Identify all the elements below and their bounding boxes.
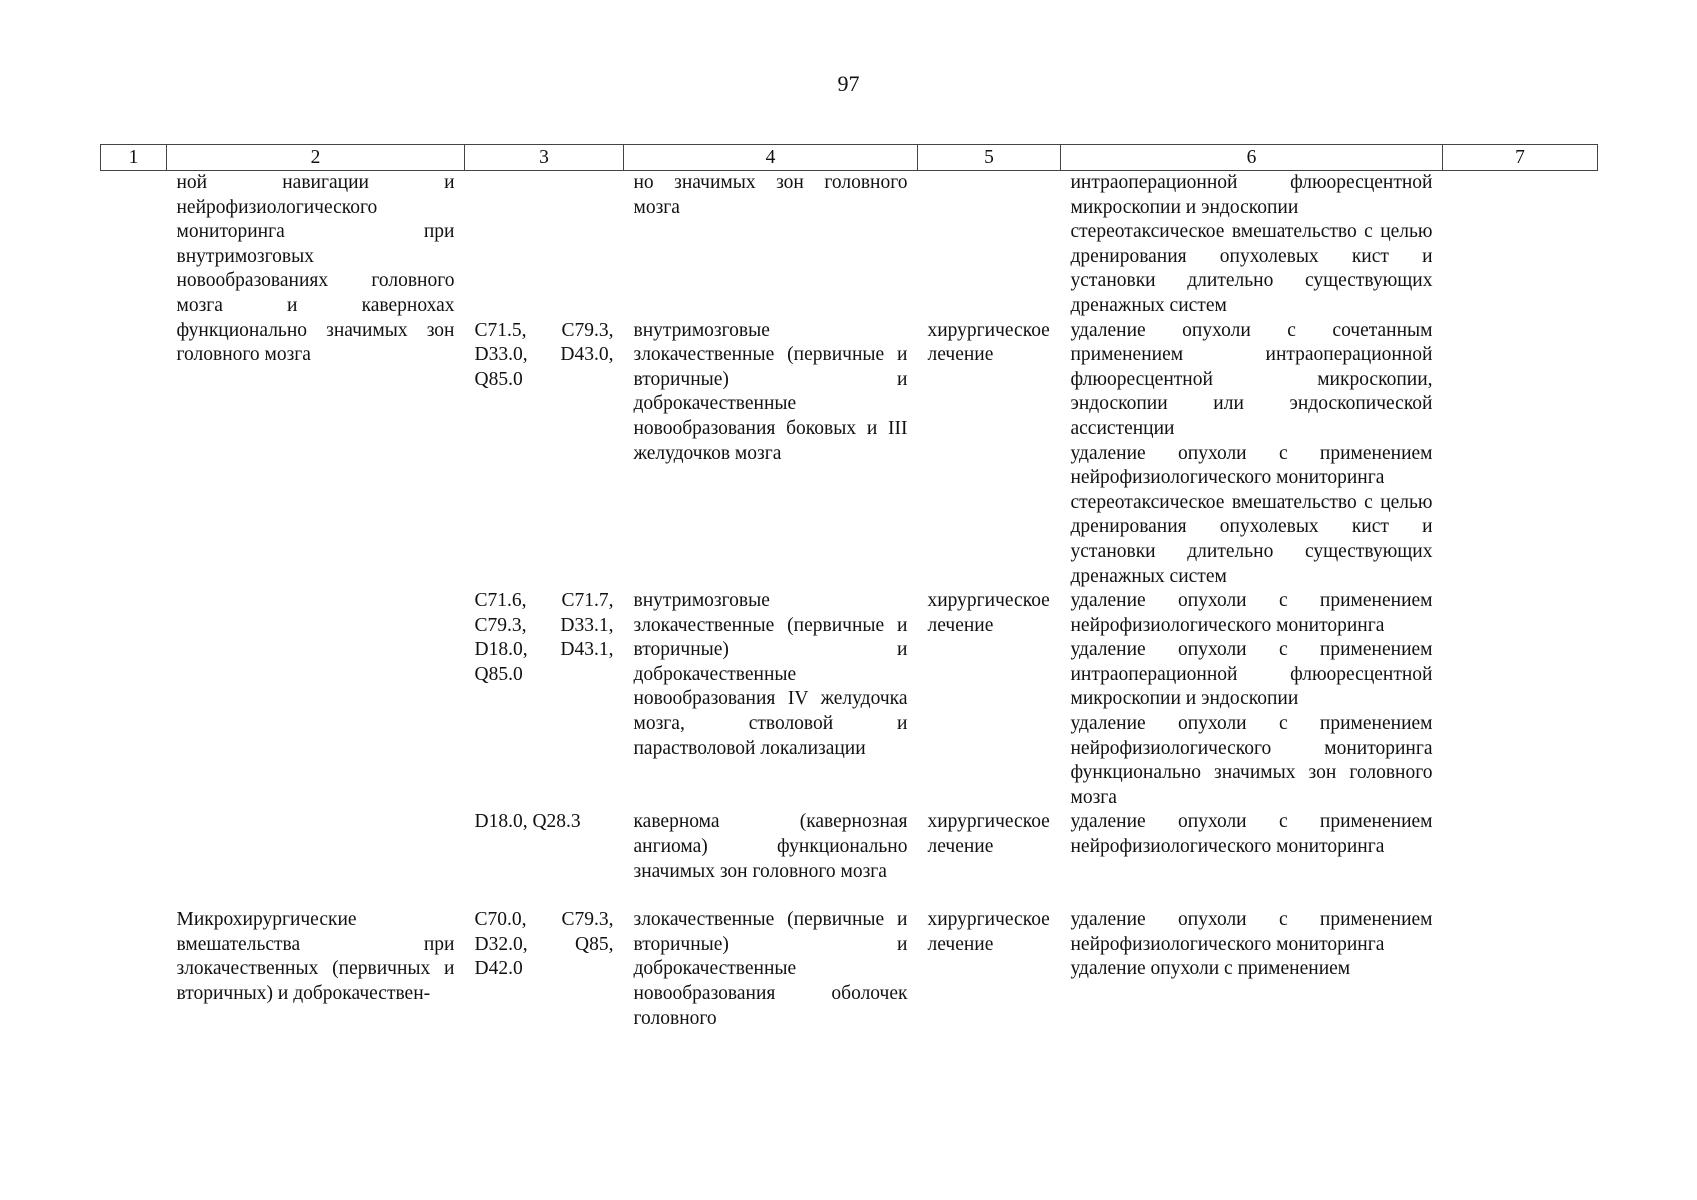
treatment-method-item: удаление опухоли с применением нейрофизиологического мониторинга (1070, 590, 1433, 636)
method-text: ной навигации и нейрофизиологического мониторинга при внутримозговых новообразованиях головного мозга и кавернохах функционально значимых зон головного мозга (176, 172, 455, 366)
table-cell-col7 (1443, 908, 1598, 1031)
column-number-row (101, 145, 1598, 171)
treatment-method-item: удаление опухоли с применением нейрофизиологического мониторинга (1070, 811, 1433, 858)
treatment-method-item: стереотаксическое вмешательство с целью дренирования опухолевых кист и установки длительно существующих дренажных систем (1070, 491, 1433, 587)
table-cell-treatment-type: хирургическое лечение (927, 590, 1050, 636)
table-cell-treatment-method (1061, 589, 1443, 810)
table-cell-icd-codes: C71.5, C79.3, D33.0, D43.0, Q85.0 (474, 319, 614, 390)
treatment-method-item: удаление опухоли с применением (1070, 958, 1351, 980)
treatment-method-item: интраоперационной флюоресцентной микроскопии и эндоскопии (1070, 172, 1433, 218)
treatment-method-item: удаление опухоли с применением нейрофизиологического мониторинга (1070, 442, 1433, 489)
table-row (101, 171, 1598, 319)
treatment-method-item: удаление опухоли с сочетанным применением интраоперационной флюоресцентной микроскопии, эндоскопии или эндоскопической ассистенции (1070, 319, 1433, 439)
treatment-method-item: стереотаксическое вмешательство с целью дренирования опухолевых кист и установки длительно существующих дренажных систем (1070, 221, 1433, 316)
table-cell-col1 (101, 810, 167, 908)
table-cell-icd-codes (465, 171, 624, 319)
column-header-4: 4 (624, 145, 918, 171)
table-cell-col1 (101, 589, 167, 810)
table-cell-col1 (101, 908, 167, 1031)
table-cell-icd-codes: D18.0, Q28.3 (474, 811, 581, 833)
treatment-method-item: удаление опухоли с применением нейрофизиологического мониторинга функционально значимых зон головного мозга (1070, 713, 1433, 808)
table-cell-diagnosis: кавернома (кавернозная ангиома) функционально значимых зон головного мозга (633, 811, 908, 882)
table-cell-col7 (1443, 589, 1598, 810)
column-header-5: 5 (918, 145, 1061, 171)
table-cell-col1 (101, 319, 167, 590)
table-cell-col7 (1443, 810, 1598, 908)
table-cell-treatment-method (1061, 319, 1443, 590)
treatment-method-item: удаление опухоли с применением интраоперационной флюоресцентной микроскопии и эндоскопии (1070, 639, 1433, 710)
table-cell-treatment-type: хирургическое лечение (927, 319, 1050, 366)
treatment-method-item: удаление опухоли с применением нейрофизиологического мониторинга (1070, 909, 1433, 955)
table-cell-method (167, 171, 465, 909)
table-cell-col7 (1443, 171, 1598, 319)
table-cell-diagnosis: внутримозговые злокачественные (первичные и вторичные) и доброкачественные новообразования IV желудочка мозга, стволовой и парастволовой локализации (633, 590, 908, 759)
table-cell-treatment-type: хирургическое лечение (927, 909, 1050, 955)
table-cell-icd-codes: C71.6, C71.7, C79.3, D33.1, D18.0, D43.1, Q85.0 (474, 590, 614, 685)
table-cell-diagnosis: но значимых зон головного мозга (633, 172, 908, 218)
column-header-6: 6 (1061, 145, 1443, 171)
table-cell-icd-codes: C70.0, C79.3, D32.0, Q85, D42.0 (474, 909, 614, 980)
table-cell-treatment-method (1061, 810, 1443, 908)
column-header-3: 3 (465, 145, 624, 171)
table-cell-method: Микрохирургические вмешательства при злокачественных (первичных и вторичных) и доброкачествен- (176, 909, 455, 1004)
medical-care-table (100, 144, 1598, 1031)
table-cell-diagnosis: внутримозговые злокачественные (первичные и вторичные) и доброкачественные новообразования боковых и III желудочков мозга (633, 319, 908, 464)
column-header-7: 7 (1443, 145, 1598, 171)
table-cell-treatment-type: хирургическое лечение (927, 811, 1050, 858)
table-cell-treatment-method (1061, 908, 1443, 1031)
table-cell-col7 (1443, 319, 1598, 590)
column-header-2: 2 (167, 145, 465, 171)
table-row (101, 908, 1598, 1031)
table-cell-diagnosis: злокачественные (первичные и вторичные) и доброкачественные новообразования оболочек головного (633, 909, 908, 1029)
table-cell-treatment-method (1061, 171, 1443, 319)
page-number: 97 (837, 71, 860, 96)
table-cell-col1 (101, 171, 167, 319)
table-cell-treatment-type (918, 171, 1061, 319)
column-header-1: 1 (101, 145, 167, 171)
